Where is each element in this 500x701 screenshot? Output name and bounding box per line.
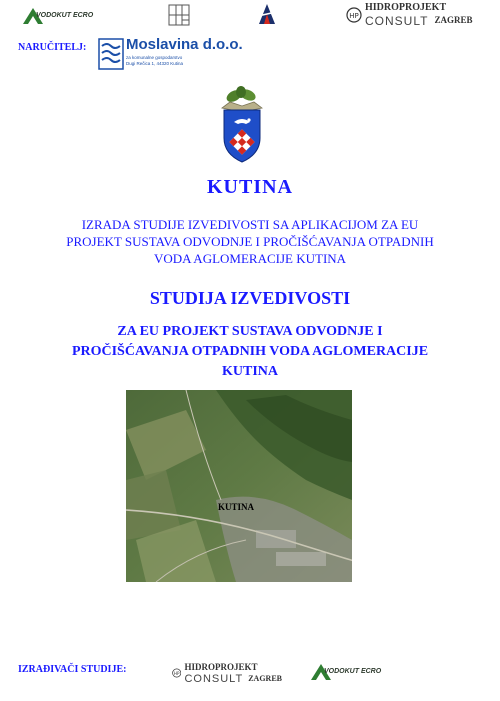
hidroprojekt-logo-header — [346, 1, 496, 29]
client-company-sub2: Dugi Rečica 1, 44320 Kutina — [126, 61, 184, 66]
study-title: STUDIJA IZVEDIVOSTI — [149, 288, 351, 308]
project-subtitle — [0, 216, 500, 267]
study-subtitle — [0, 322, 500, 382]
study-subtitle-line: ZA EU PROJEKT SUSTAVA ODVODNJE I — [117, 324, 383, 339]
vodokut-logo-text: VODOKUT ECRO — [324, 668, 382, 675]
authors-label: IZRAĐIVAČI STUDIJE: — [18, 664, 127, 675]
hidroprojekt-consult: CONSULT — [184, 673, 244, 685]
coat-of-arms-icon — [212, 86, 272, 164]
hidroprojekt-city: ZAGREB — [434, 15, 473, 25]
project-subtitle-line: IZRADA STUDIJE IZVEDIVOSTI SA APLIKACIJOM ZA EU — [81, 217, 419, 232]
grid-building-logo — [168, 4, 190, 26]
photo-label: KUTINA — [218, 502, 255, 512]
study-subtitle-line: KUTINA — [221, 364, 278, 379]
client-label: NARUČITELJ: — [18, 42, 87, 53]
moslavina-logo — [98, 36, 243, 72]
project-subtitle-line: VODA AGLOMERACIJE KUTINA — [153, 251, 347, 266]
moslavina-mark-icon — [98, 38, 124, 70]
project-subtitle-line: PROJEKT SUSTAVA ODVODNJE I PROČIŠĆAVANJA OTPADNIH — [66, 234, 434, 249]
svg-text:HP: HP — [349, 12, 359, 20]
geometric-logo — [256, 2, 278, 26]
hidroprojekt-logo-footer — [172, 659, 282, 687]
vodokut-logo-text: VODOKUT ECRO — [36, 12, 94, 19]
city-title: KUTINA — [206, 176, 293, 198]
hidroprojekt-city: ZAGREB — [248, 674, 282, 683]
hidroprojekt-name: HIDROPROJEKT — [184, 662, 258, 672]
hidroprojekt-seal-icon — [172, 665, 181, 681]
client-company-name: Moslavina d.o.o. — [126, 36, 243, 53]
client-company-sub1: za komunalne gospodarstvo — [126, 55, 183, 60]
study-subtitle-line: PROČIŠĆAVANJA OTPADNIH VODA AGLOMERACIJE — [71, 344, 429, 359]
vodokut-logo-header — [22, 6, 112, 26]
svg-text:HP: HP — [173, 670, 180, 676]
hidroprojekt-name: HIDROPROJEKT — [365, 2, 447, 13]
hidroprojekt-seal-icon — [346, 7, 362, 23]
aerial-photo — [126, 390, 352, 582]
hidroprojekt-consult: CONSULT — [365, 14, 429, 28]
vodokut-logo-footer — [310, 662, 400, 682]
